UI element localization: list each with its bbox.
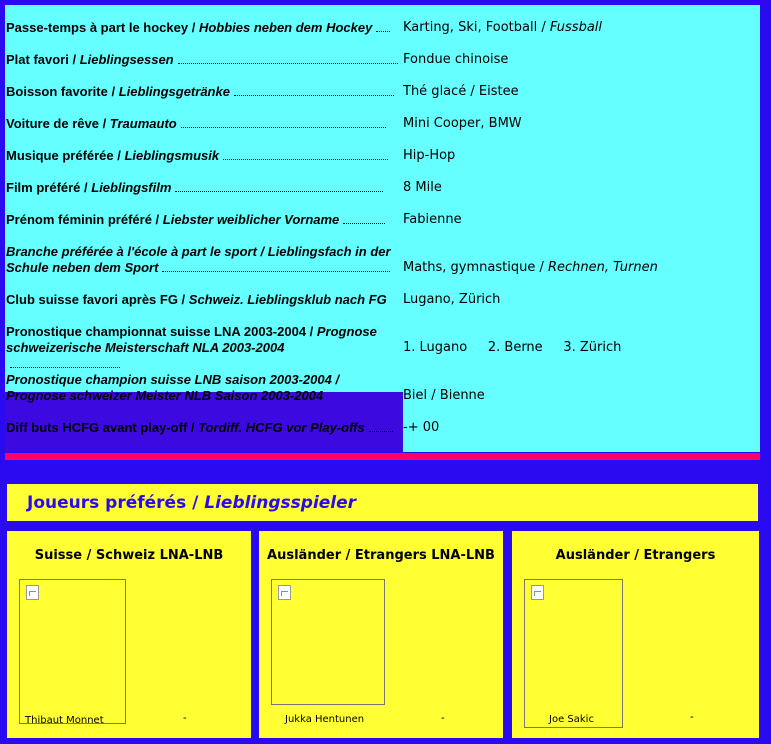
broken-image-icon [531,585,544,600]
player-photo [271,579,385,705]
card-title: Suisse / Schweiz LNA-LNB [34,548,224,563]
section-divider [5,453,760,460]
profile-panel: Passe-temps à part le hockey / Hobbies neben dem Hockey Karting, Ski, Football / Fussball Plat favori / Lieblingsessen Fondue chinoise Boisson favorite / Lieblingsgetränke Thé glacé / Eistee Voiture de rêve / Traumauto Mini Cooper, BMW Musique préférée / Lieblingsmusik Hip-Hop Film préféré / Lieblingsfilm 8 Mile Prénom féminin préféré / Liebster weiblicher Vorname Fabienne Branche préférée à l'école à part le sport / Lieblingsfach in der Schule neben dem Sport Maths, gymnastique / Rechnen, Turnen Club suisse favori après FG / Schweiz. Lieblingsklub nach FG Lugano, Zürich Pronostique championnat suisse LNA 2003-2004 / Prognose schweizerische Meisterschaft NLA 2003-2004 1. Lugano 2. Berne 3. Zürich Pronostique champion suisse LNB saison 2003-2004 / Prognose schweizer Meister NLB Saison 2003-2004 Biel / Bienne Diff buts HCFG avant play-off / Tordiff. HCFG vor Play-offs -+ 00 [5,5,760,452]
player-photo [19,579,126,724]
player-name: Thibaut Monnet [25,715,104,726]
broken-image-icon [26,585,39,600]
player-extra: - [441,712,445,724]
players-section-header [7,484,758,521]
player-extra: - [183,712,187,724]
card-title: Ausländer / Etrangers [555,548,716,563]
players-section-title: Joueurs préférés / Lieblingsspieler [27,493,357,513]
player-extra: - [690,711,694,723]
player-name: Jukka Hentunen [285,714,365,725]
player-name: Joe Sakic [549,714,594,725]
favorite-player-card-foreign-lna-lnb [259,531,503,738]
favorite-player-card-foreign [512,531,759,738]
broken-image-icon [278,585,291,600]
card-title: Ausländer / Etrangers LNA-LNB [267,548,495,563]
favorite-player-card-swiss [7,531,251,738]
player-photo [524,579,623,728]
